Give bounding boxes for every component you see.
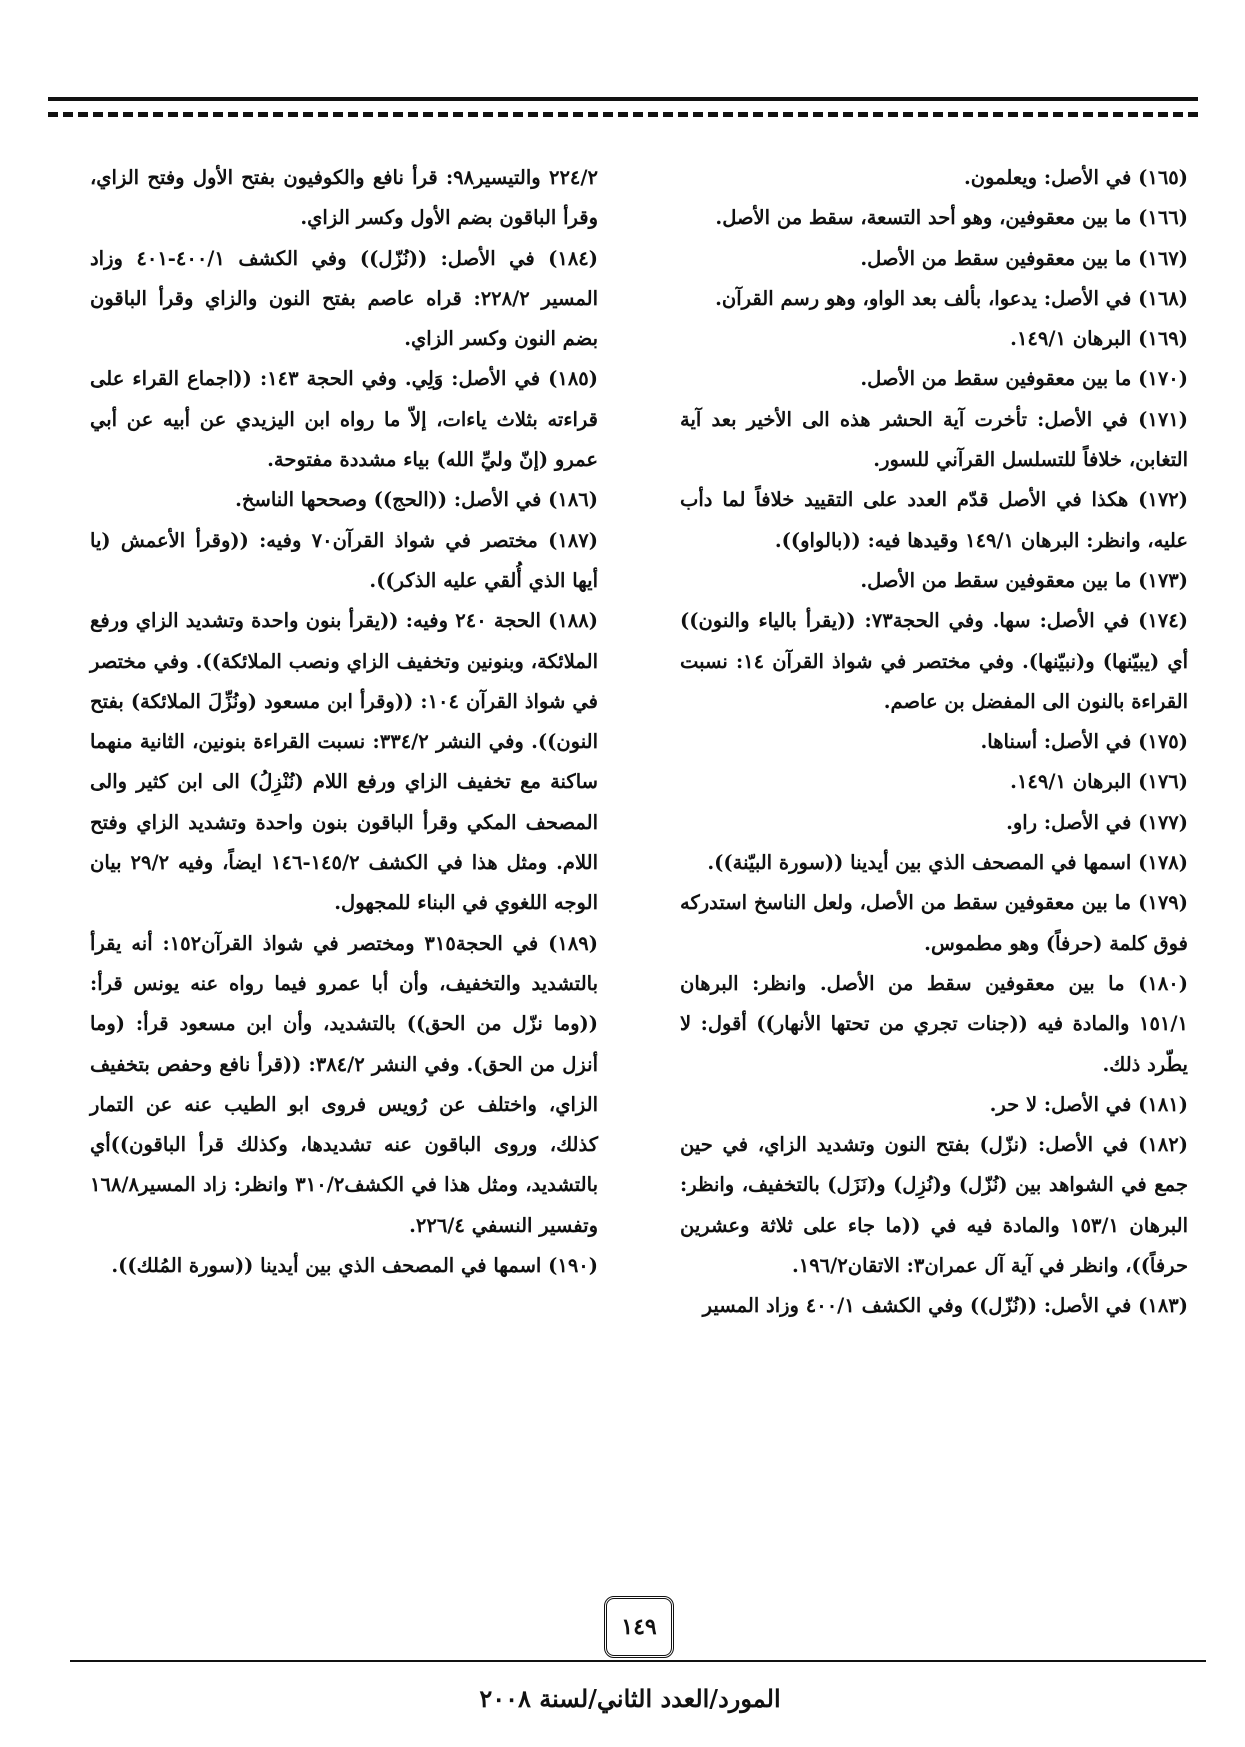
footnote-190: (١٩٠) اسمها في المصحف الذي بين أيدينا ((سورة المُلك)).	[111, 1254, 598, 1278]
footnotes-left-column	[90, 158, 598, 1286]
footnote-187: (١٨٧) مختصر في شواذ القرآن٧٠ وفيه: ((وقرأ الأعمش (يا أيها الذي أُلقي عليه الذكر)).	[90, 528, 598, 592]
footnote-179: (١٧٩) ما بين معقوفين سقط من الأصل، ولعل الناسخ استدركه فوق كلمة (حرفاً) وهو مطموس.	[680, 891, 1188, 955]
footnote-174: (١٧٤) في الأصل: سها. وفي الحجة٧٣: ((يقرأ بالياء والنون)) أي (يبيّنها) و(نبيّنها). وفي مختصر في شواذ القرآن ١٤: نسبت القراءة بالنون الى المفضل بن عاصم.	[680, 609, 1189, 713]
footnote-173: (١٧٣) ما بين معقوفين سقط من الأصل.	[860, 568, 1188, 592]
footnote-188: (١٨٨) الحجة ٢٤٠ وفيه: ((يقرأ بنون واحدة وتشديد الزاي ورفع الملائكة، وبنونين وتخفيف الزاي ونصب الملائكة)). وفي مختصر في شواذ القرآن ١٠٤: ((وقرأ ابن مسعود (ونُزِّلَ الملائكة) بفتح النون)). وفي النشر ٣٣٤/٢: نسبت القراءة بنونين، الثانية منهما ساكنة مع تخفيف الزاي ورفع اللام (نُنْزِلُ) الى ابن كثير والى المصحف المكي وقرأ الباقون بنون واحدة وتشديد الزاي وفتح اللام. ومثل هذا في الكشف ١٤٥/٢-١٤٦ ايضاً، وفيه ٢٩/٢ بيان الوجه اللغوي في البناء للمجهول.	[90, 609, 598, 915]
footnote-165: (١٦٥) في الأصل: ويعلمون.	[963, 166, 1188, 189]
page-number: ١٤٩	[604, 1596, 674, 1658]
journal-footer: المورد/العدد الثاني/لسنة ٢٠٠٨	[479, 1684, 781, 1713]
footnote-176: (١٧٦) البرهان ١٤٩/١.	[1010, 770, 1188, 794]
footnote-185: (١٨٥) في الأصل: وَلِي. وفي الحجة ١٤٣: ((اجماع القراء على قراءته بثلاث ياءات، إلاّ ما رواه ابن اليزيدي عن أبيه عن أبي عمرو (إنّ وليِّ الله) بياء مشددة مفتوحة.	[90, 367, 598, 472]
footnote-186: (١٨٦) في الأصل: ((الحج)) وصححها الناسخ.	[235, 488, 598, 512]
footnote-171: (١٧١) في الأصل: تأخرت آية الحشر هذه الى الأخير بعد آية التغابن، خلافاً للتسلسل القرآني للسور.	[680, 407, 1188, 472]
footnote-169: (١٦٩) البرهان ١٤٩/١.	[1010, 327, 1188, 351]
footnote-170: (١٧٠) ما بين معقوفين سقط من الأصل.	[860, 367, 1188, 391]
footnote-166: (١٦٦) ما بين معقوفين، وهو أحد التسعة، سقط من الأصل.	[715, 206, 1188, 230]
footnote-183-continued: ٢٢٤/٢ والتيسير٩٨: قرأ نافع والكوفيون بفتح الأول وفتح الزاي، وقرأ الباقون بضم الأول وكسر الزاي.	[90, 166, 598, 230]
footnote-183: (١٨٣) في الأصل: ((نُزّل)) وفي الكشف ٤٠٠/١ وزاد المسير	[702, 1294, 1188, 1318]
footnote-172: (١٧٢) هكذا في الأصل قدّم العدد على التقييد خلافاً لما دأب عليه، وانظر: البرهان ١٤٩/١ وقيدها فيه: ((بالواو)).	[680, 488, 1188, 552]
footnote-167: (١٦٧) ما بين معقوفين سقط من الأصل.	[860, 246, 1188, 270]
footer-rule	[70, 1660, 1206, 1662]
footnotes-right-column	[680, 158, 1188, 1327]
footnote-181: (١٨١) في الأصل: لا حر.	[989, 1092, 1188, 1116]
footnote-182: (١٨٢) في الأصل: (نزّل) بفتح النون وتشديد الزاي، في حين جمع في الشواهد بين (نُزّل) و(نُزِل) و(نَزَل) بالتخفيف، وانظر: البرهان ١٥٣/١ والمادة فيه في ((ما جاء على ثلاثة وعشرين حرفاً))، وانظر في آية آل عمران٣: الاتقان١٩٦/٢.	[680, 1133, 1188, 1278]
header-rule	[48, 97, 1198, 101]
footnote-184: (١٨٤) في الأصل: ((نُزّل)) وفي الكشف ٤٠٠/١-٤٠١ وزاد المسير ٢٢٨/٢: قراه عاصم بفتح النون والزاي وقرأ الباقون بضم النون وكسر الزاي.	[90, 246, 598, 351]
footnote-180: (١٨٠) ما بين معقوفين سقط من الأصل. وانظر: البرهان ١٥١/١ والمادة فيه ((جنات تجري من تحتها الأنهار)) أقول: لا يطّرد ذلك.	[680, 971, 1188, 1076]
footnote-168: (١٦٨) في الأصل: يدعوا، بألف بعد الواو، وهو رسم القرآن.	[715, 286, 1188, 310]
footnote-178: (١٧٨) اسمها في المصحف الذي بين أيدينا ((سورة البيّنة)).	[707, 851, 1188, 875]
footnote-177: (١٧٧) في الأصل: راو.	[1006, 810, 1188, 834]
footnote-189: (١٨٩) في الحجة٣١٥ ومختصر في شواذ القرآن١٥٢: أنه يقرأ بالتشديد والتخفيف، وأن أبا عمرو فيما رواه عنه يونس قرأ: ((وما نزّل من الحق)) بالتشديد، وأن ابن مسعود قرأ: (وما أنزل من الحق). وفي النشر ٣٨٤/٢: ((قرأ نافع وحفص بتخفيف الزاي، واختلف عن رُويس فروى ابو الطيب عنه عن التمار كذلك، وروى الباقون عنه تشديدها، وكذلك قرأ الباقون))أي بالتشديد، ومثل هذا في الكشف٣١٠/٢ وانظر: زاد المسير١٦٨/٨ وتفسير النسفي ٢٢٦/٤.	[90, 931, 599, 1237]
header-dashed-rule	[48, 112, 1198, 117]
footnote-175: (١٧٥) في الأصل: أسناها.	[980, 730, 1188, 754]
